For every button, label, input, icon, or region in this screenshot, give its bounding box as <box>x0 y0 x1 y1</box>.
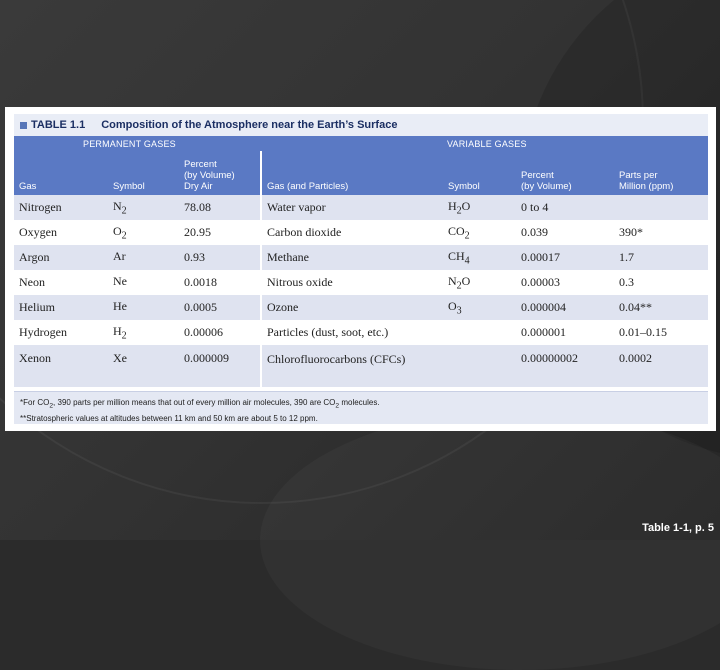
variable-gas-ppm: 0.01–0.15 <box>614 320 708 345</box>
table-row <box>14 345 708 387</box>
gas-percent: 0.93 <box>179 245 261 270</box>
col-header-symbol-variable: Symbol <box>443 151 516 195</box>
slide-caption: Table 1-1, p. 5 <box>642 522 714 534</box>
variable-gas-symbol <box>443 295 516 320</box>
gas-percent: 20.95 <box>179 220 261 245</box>
gas-percent: 0.0018 <box>179 270 261 295</box>
footnote-co2-end: molecules. <box>339 398 380 407</box>
variable-gas-name: Carbon dioxide <box>261 220 443 245</box>
symbol-base: N <box>448 273 457 288</box>
footnote-co2 <box>20 397 708 413</box>
footnote-subscript: 2 <box>49 402 54 410</box>
table-row <box>14 220 708 245</box>
col-header-percent-volume-line2: (by Volume) <box>521 181 572 192</box>
variable-gas-symbol <box>443 195 516 220</box>
symbol-subscript: 2 <box>464 230 470 242</box>
footnote-co2-middle: , 390 parts per million means that out of every million air molecules, 390 are CO <box>53 398 336 407</box>
gas-symbol <box>108 245 179 270</box>
symbol-base: Ar <box>113 248 126 263</box>
variable-gas-symbol <box>443 320 516 345</box>
variable-gas-percent: 0.00003 <box>516 270 614 295</box>
symbol-base: H <box>113 323 122 338</box>
variable-gas-percent: 0.039 <box>516 220 614 245</box>
variable-gas-percent: 0.00017 <box>516 245 614 270</box>
variable-gas-symbol <box>443 345 516 387</box>
title-marker-icon <box>20 122 27 129</box>
symbol-base: Xe <box>113 351 127 365</box>
variable-gas-name: Ozone <box>261 295 443 320</box>
variable-gas-name: Chlorofluorocarbons (CFCs) <box>261 345 443 387</box>
gas-symbol <box>108 270 179 295</box>
gas-name: Argon <box>14 245 108 270</box>
table-row <box>14 320 708 345</box>
variable-gas-symbol <box>443 245 516 270</box>
gas-symbol <box>108 220 179 245</box>
col-header-percent-line3: Dry Air <box>184 181 213 192</box>
gas-name: Nitrogen <box>14 195 108 220</box>
variable-gas-symbol <box>443 220 516 245</box>
symbol-base: O <box>113 223 122 238</box>
gas-name: Oxygen <box>14 220 108 245</box>
symbol-tail: O <box>461 273 471 288</box>
symbol-base: Ne <box>113 273 127 288</box>
gas-percent: 0.000009 <box>179 345 261 387</box>
col-header-percent-line2: (by Volume) <box>184 170 235 181</box>
col-header-ppm-line1: Parts per <box>619 170 658 181</box>
variable-gas-name: Nitrous oxide <box>261 270 443 295</box>
permanent-gases-heading: PERMANENT GASES <box>14 136 261 151</box>
variable-gas-percent: 0.000001 <box>516 320 614 345</box>
table-row <box>14 295 708 320</box>
table-image <box>5 107 716 431</box>
variable-gas-name: Methane <box>261 245 443 270</box>
gas-percent: 78.08 <box>179 195 261 220</box>
footnote-co2-start: *For CO <box>20 398 50 407</box>
variable-gas-name: Particles (dust, soot, etc.) <box>261 320 443 345</box>
variable-gas-ppm: 390* <box>614 220 708 245</box>
variable-gas-ppm: 0.3 <box>614 270 708 295</box>
col-header-ppm <box>614 151 708 195</box>
variable-gas-percent: 0.000004 <box>516 295 614 320</box>
symbol-base: CH <box>448 248 465 263</box>
gas-percent: 0.0005 <box>179 295 261 320</box>
table-row <box>14 195 708 220</box>
symbol-base: N <box>113 198 122 213</box>
col-header-ppm-line2: Million (ppm) <box>619 181 674 192</box>
gas-symbol <box>108 320 179 345</box>
table-footnotes <box>14 391 708 424</box>
symbol-subscript: 2 <box>121 205 127 217</box>
symbol-subscript: 2 <box>121 330 127 342</box>
symbol-base: O <box>448 298 457 313</box>
variable-gases-heading: VARIABLE GASES <box>261 136 708 151</box>
col-header-symbol: Symbol <box>108 151 179 195</box>
gas-name: Xenon <box>14 345 108 387</box>
table-row <box>14 245 708 270</box>
table-label: TABLE 1.1 <box>31 119 86 131</box>
symbol-subscript: 4 <box>464 255 470 267</box>
table-title: Composition of the Atmosphere near the Earth’s Surface <box>101 119 398 131</box>
symbol-subscript: 2 <box>121 230 127 242</box>
col-header-percent-volume <box>516 151 614 195</box>
variable-gas-symbol <box>443 270 516 295</box>
variable-gas-name: Water vapor <box>261 195 443 220</box>
symbol-subscript: 2 <box>456 205 462 217</box>
symbol-tail: O <box>461 198 471 213</box>
gas-symbol <box>108 345 179 387</box>
variable-gas-percent: 0 to 4 <box>516 195 614 220</box>
symbol-subscript: 3 <box>456 305 462 317</box>
symbol-subscript: 2 <box>456 280 462 292</box>
gas-name: Helium <box>14 295 108 320</box>
col-header-percent-line1: Percent <box>184 159 217 170</box>
col-header-gas-particles: Gas (and Particles) <box>261 151 443 195</box>
col-header-percent-dry <box>179 151 261 195</box>
variable-gas-ppm: 0.0002 <box>614 345 708 387</box>
gas-name: Hydrogen <box>14 320 108 345</box>
gas-name: Neon <box>14 270 108 295</box>
variable-gas-ppm <box>614 195 708 220</box>
footnote-stratospheric: **Stratospheric values at altitudes between 11 km and 50 km are about 5 to 12 ppm. <box>20 413 318 423</box>
table-row <box>14 270 708 295</box>
gas-symbol <box>108 195 179 220</box>
gas-percent: 0.00006 <box>179 320 261 345</box>
composition-table <box>14 136 708 387</box>
symbol-base: He <box>113 298 127 313</box>
symbol-base: CO <box>448 223 465 238</box>
col-header-percent-volume-line1: Percent <box>521 170 554 181</box>
footnote-subscript: 2 <box>335 402 340 410</box>
variable-gas-percent: 0.00000002 <box>516 345 614 387</box>
table-title-bar <box>14 114 708 136</box>
col-header-gas: Gas <box>14 151 108 195</box>
variable-gas-ppm: 1.7 <box>614 245 708 270</box>
variable-gas-ppm: 0.04** <box>614 295 708 320</box>
gas-symbol <box>108 295 179 320</box>
symbol-base: H <box>448 198 457 213</box>
